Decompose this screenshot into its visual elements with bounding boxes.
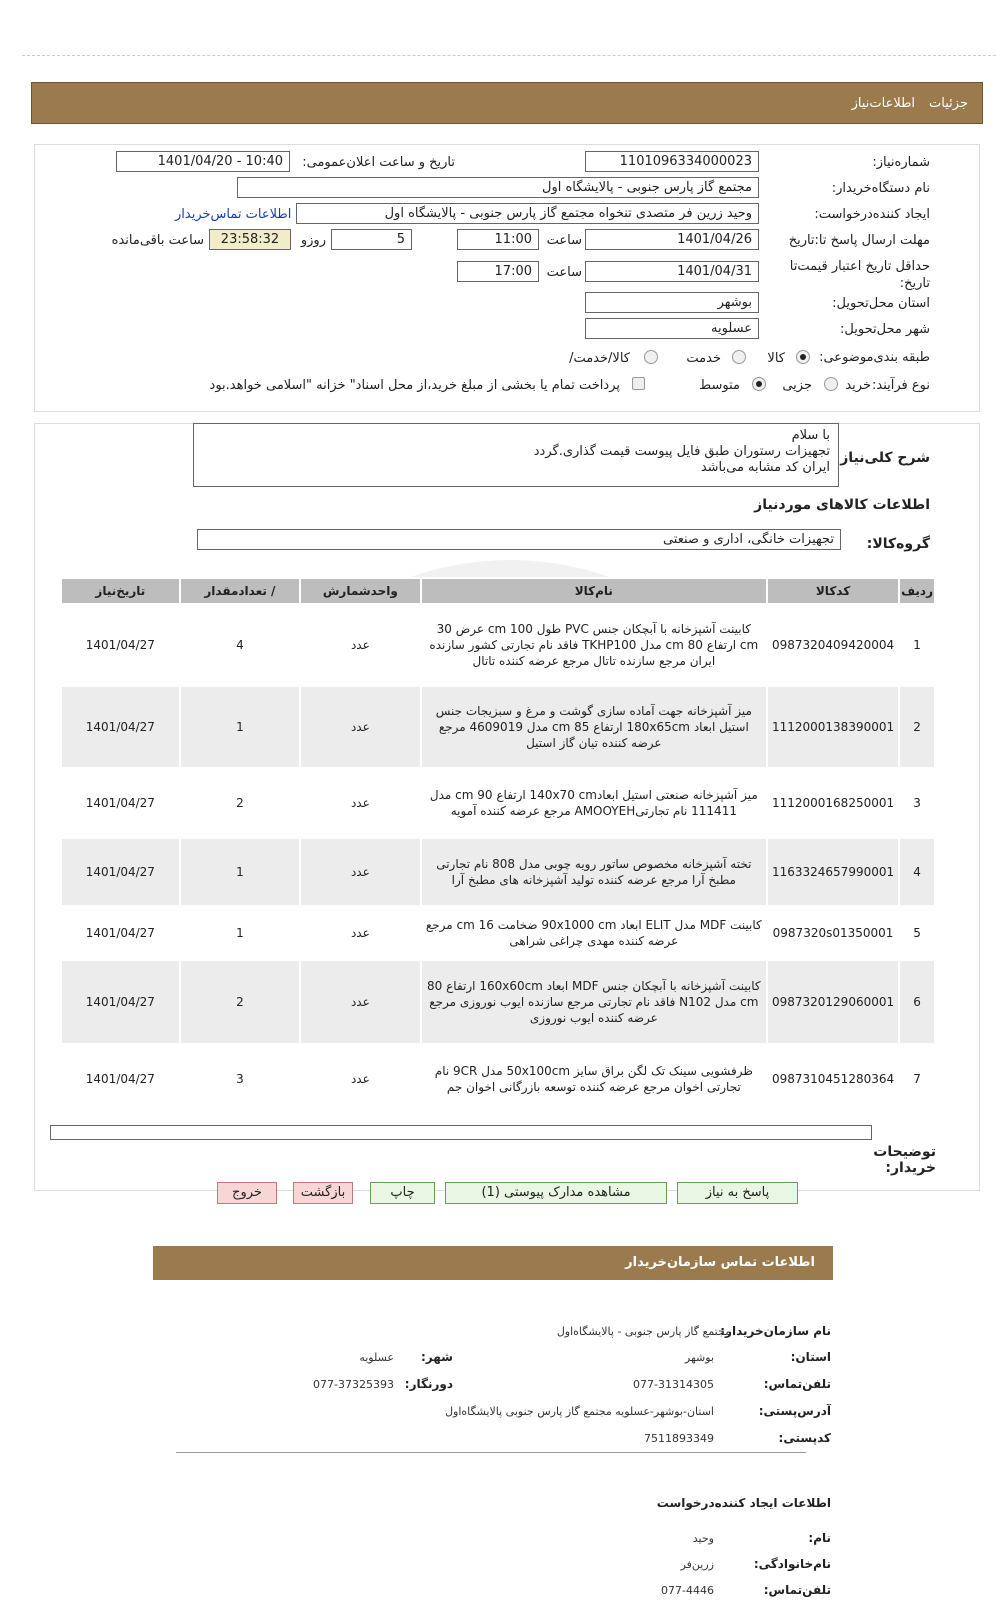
city-label: شهر محل‌تحویل:	[840, 322, 930, 337]
row-date: 1401/04/27	[61, 686, 180, 768]
category-goods-service-label: کالا/خدمت/	[569, 351, 630, 366]
goods-table	[60, 577, 936, 1115]
col-row: ردیف	[899, 578, 935, 604]
contact-province-value: بوشهر	[684, 1351, 714, 1364]
reply-button[interactable]: پاسخ به نیاز	[677, 1182, 798, 1204]
contact-province-label: استان:	[790, 1350, 831, 1364]
buyer-notes-field	[50, 1125, 872, 1140]
row-unit: عدد	[300, 686, 421, 768]
row-date: 1401/04/27	[61, 838, 180, 906]
row-unit: عدد	[300, 838, 421, 906]
row-date: 1401/04/27	[61, 1044, 180, 1114]
col-date: تاریخ‌نیاز	[61, 578, 180, 604]
buyer-org-label: نام دستگاه‌خریدار:	[831, 181, 930, 196]
process-type-label: نوع فرآیند:	[872, 378, 930, 393]
days-field: 5	[331, 229, 412, 250]
contact-divider	[176, 1452, 806, 1453]
announce-date-field: 1401/04/20 - 10:40	[116, 151, 290, 172]
goods-section-title: اطلاعات کالاهای موردنیاز	[754, 497, 930, 513]
row-qty: 1	[180, 906, 300, 960]
row-unit: عدد	[300, 1044, 421, 1114]
back-button[interactable]: بازگشت	[293, 1182, 353, 1204]
province-field: بوشهر	[585, 292, 759, 313]
validity-time-field: 17:00	[457, 261, 539, 282]
deadline-time-field: 11:00	[457, 229, 539, 250]
creator-name-label: نام:	[808, 1531, 831, 1545]
row-index: 1	[899, 604, 935, 686]
validity-label: حداقل تاریخ اعتبار قیمت‌تا تاریخ:	[789, 259, 930, 291]
need-number-label: شماره‌نیاز:	[872, 155, 930, 170]
row-index: 2	[899, 686, 935, 768]
row-name: میز آشپزخانه جهت آماده سازی گوشت و مرغ و سبزیجات جنس استیل ابعاد 180x65cm ارتفاع 85 cm مدل 4609019 مرجع عرضه کننده تیان گاز استیل	[421, 686, 767, 768]
contact-postal-value: 7511893349	[644, 1432, 714, 1445]
category-goods-service-radio[interactable]	[644, 350, 658, 364]
creator-phone-label: تلفن‌تماس:	[763, 1583, 831, 1597]
creator-family-label: نام‌خانوادگی:	[753, 1557, 831, 1571]
tab-details[interactable]: جزئیات	[929, 95, 968, 111]
buyer-contact-link[interactable]: اطلاعات تماس‌خریدار	[175, 207, 292, 222]
creator-family-value: زرین‌فر	[680, 1558, 714, 1571]
category-goods-label: کالا	[767, 351, 785, 366]
row-qty: 1	[180, 838, 300, 906]
category-label: طبقه بندی‌موضوعی:	[819, 350, 930, 365]
row-code: 0987320s01350001	[767, 906, 899, 960]
process-partial-radio[interactable]	[824, 377, 838, 391]
col-qty: / تعدادمقدار	[180, 578, 300, 604]
col-unit: واحدشمارش	[300, 578, 421, 604]
row-qty: 2	[180, 960, 300, 1044]
days-label: روزو	[300, 233, 326, 248]
validity-time-label: ساعت	[546, 265, 582, 280]
goods-group-label: گروه‌کالا:	[866, 536, 930, 552]
row-name: کابینت آشپزخانه با آبچکان جنس MDF ابعاد 160x60cm ارتفاع 80 cm مدل N102 فاقد نام تجارتی مرجع سازنده ایوب نوروزی مرجع عرضه کننده ایوب نوروزی	[421, 960, 767, 1044]
table-row	[61, 768, 935, 838]
row-name: میز آشپزخانه صنعتی استیل ابعاد140x70 cm ارتفاع 90 cm مدل 111411 نام تجارتیAMOOYEH مرجع عرضه کننده آمویه	[421, 768, 767, 838]
contact-org-label: نام سازمان‌خریدار:	[720, 1324, 831, 1338]
row-code: 1112000168250001	[767, 768, 899, 838]
row-qty: 3	[180, 1044, 300, 1114]
province-label: استان محل‌تحویل:	[832, 296, 930, 311]
summary-line-1: با سلام	[791, 428, 830, 443]
table-row	[61, 960, 935, 1044]
row-name: ظرفشویی سینک تک لگن براق سایز 50x100cm مدل 9CR نام تجارتی اخوان مرجع عرضه کننده توسعه بازرگانی اخوان جم	[421, 1044, 767, 1114]
treasury-payment-checkbox[interactable]	[632, 377, 645, 390]
summary-line-2: تجهیزات رستوران طبق فایل پیوست قیمت گذاری.گردد	[533, 444, 830, 459]
row-unit: عدد	[300, 604, 421, 686]
creator-phone-value: 077-4446	[661, 1584, 714, 1597]
process-medium-label: متوسط	[699, 378, 740, 393]
announce-date-label: تاریخ و ساعت اعلان‌عمومی:	[302, 155, 455, 170]
table-row	[61, 906, 935, 960]
contact-address-value: استان-بوشهر-عسلویه مجتمع گاز پارس جنوبی پالایشگاه‌اول	[445, 1405, 714, 1418]
goods-group-field: تجهیزات خانگی، اداری و صنعتی	[197, 529, 841, 550]
contact-phone-label: تلفن‌تماس:	[763, 1377, 831, 1391]
contact-postal-label: کد‌پستی:	[778, 1431, 831, 1445]
row-name: کابینت آشپزخانه با آبچکان جنس PVC طول 100 cm عرض 30 cm ارتفاع 80 cm مدل TKHP100 فاقد نام تجارتی کشور سازنده ایران مرجع سازنده تاتال مرجع عرضه کننده تاتال	[421, 604, 767, 686]
tab-need-info[interactable]: اطلاعات‌نیاز	[851, 95, 916, 111]
contact-fax-value: 077-37325393	[313, 1378, 394, 1391]
process-partial-label: جزیی	[782, 378, 812, 393]
row-code: 0987320129060001	[767, 960, 899, 1044]
row-name: تخته آشپزخانه مخصوص ساتور رویه چوبی مدل 808 نام تجارتی مطبخ آرا مرجع عرضه کننده تولید آشپزخانه های مطبخ آرا	[421, 838, 767, 906]
row-qty: 4	[180, 604, 300, 686]
row-date: 1401/04/27	[61, 768, 180, 838]
row-index: 5	[899, 906, 935, 960]
row-index: 4	[899, 838, 935, 906]
summary-box	[193, 423, 839, 487]
summary-line-3: ایران کد مشابه می‌باشد	[700, 460, 830, 475]
validity-date-field: 1401/04/31	[585, 261, 759, 282]
row-code: 1163324657990001	[767, 838, 899, 906]
table-row	[61, 686, 935, 768]
creator-name-value: وحید	[692, 1532, 714, 1545]
col-code: کدکالا	[767, 578, 899, 604]
buyer-org-field: مجتمع گاز پارس جنوبی - پالایشگاه اول	[237, 177, 759, 198]
row-unit: عدد	[300, 768, 421, 838]
treasury-payment-note: پرداخت تمام یا بخشی از مبلغ خرید،از محل اسناد" خزانه "اسلامی خواهد.بود	[209, 378, 620, 393]
buyer-contact-bar: اطلاعات تماس سازمان‌خریدار	[153, 1246, 833, 1280]
row-qty: 1	[180, 686, 300, 768]
buyer-notes-label: توضیحات خریدار:	[873, 1144, 936, 1176]
summary-label: شرح کلی‌نیاز	[840, 450, 930, 466]
row-qty: 2	[180, 768, 300, 838]
row-date: 1401/04/27	[61, 960, 180, 1044]
row-date: 1401/04/27	[61, 604, 180, 686]
contact-address-label: آدرس‌پستی:	[758, 1404, 831, 1418]
category-service-label: خدمت	[686, 351, 721, 366]
remaining-time-label: ساعت باقی‌مانده	[111, 233, 204, 248]
deadline-date-field: 1401/04/26	[585, 229, 759, 250]
table-row	[61, 1044, 935, 1114]
exit-button[interactable]: خروج	[217, 1182, 277, 1204]
remaining-time-field: 23:58:32	[209, 229, 291, 250]
deadline-time-label: ساعت	[546, 233, 582, 248]
need-number-field: 1101096334000023	[585, 151, 759, 172]
category-service-radio[interactable]	[732, 350, 746, 364]
print-button[interactable]: چاپ	[370, 1182, 435, 1204]
category-goods-radio[interactable]	[796, 350, 810, 364]
contact-city-label: شهر:	[421, 1350, 453, 1364]
view-attachments-button[interactable]: مشاهده مدارک پیوستی (1)	[445, 1182, 667, 1204]
creator-label: ایجاد کننده‌درخواست:	[814, 207, 930, 222]
deadline-label: مهلت ارسال پاسخ تا:تاریخ	[788, 233, 930, 248]
details-header-bar	[31, 82, 983, 124]
row-index: 7	[899, 1044, 935, 1114]
goods-table-header	[61, 578, 935, 604]
row-unit: عدد	[300, 906, 421, 960]
col-name: نام‌کالا	[421, 578, 767, 604]
creator-field: وحید زرین فر متصدی تنخواه مجتمع گاز پارس جنوبی - پالایشگاه اول	[296, 203, 759, 224]
contact-city-value: عسلویه	[359, 1351, 394, 1364]
row-code: 0987320409420004	[767, 604, 899, 686]
table-row	[61, 838, 935, 906]
row-name: کابینت MDF مدل ELIT ابعاد 90x1000 cm ضخامت 16 cm مرجع عرضه کننده مهدی چراغی شراهی	[421, 906, 767, 960]
city-field: عسلویه	[585, 318, 759, 339]
process-buy-label: خرید	[845, 378, 871, 393]
creator-info-title: اطلاعات ایجاد کننده‌درخواست	[656, 1496, 831, 1510]
row-unit: عدد	[300, 960, 421, 1044]
row-code: 0987310451280364	[767, 1044, 899, 1114]
process-medium-radio[interactable]	[752, 377, 766, 391]
contact-phone-value: 077-31314305	[633, 1378, 714, 1391]
table-row	[61, 604, 935, 686]
row-code: 1112000138390001	[767, 686, 899, 768]
contact-org-value: مجتمع گاز پارس جنوبی - پالایشگاه‌اول	[556, 1325, 731, 1338]
top-divider	[22, 55, 996, 56]
contact-fax-label: دورنگار:	[404, 1377, 453, 1391]
row-index: 6	[899, 960, 935, 1044]
row-date: 1401/04/27	[61, 906, 180, 960]
row-index: 3	[899, 768, 935, 838]
